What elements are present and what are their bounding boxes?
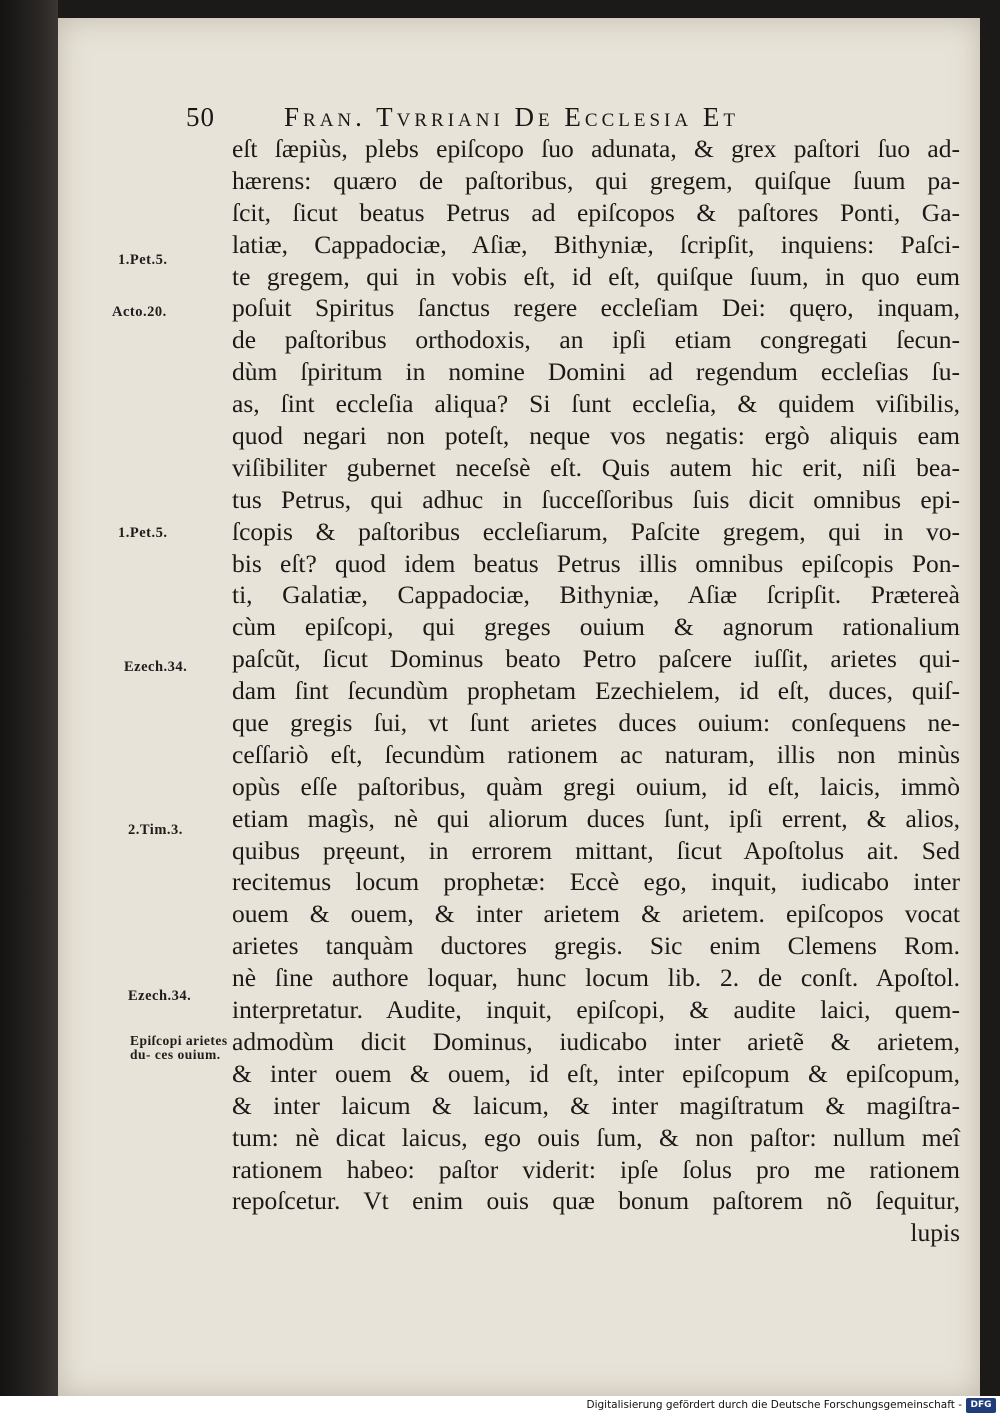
text-line: quibus pręeunt, in errorem mittant, ſicut Apoſtolus ait. Sed <box>232 835 960 865</box>
footer-credit: Digitalisierung gefördert durch die Deutsche Forschungsgemeinschaft - <box>586 1399 962 1411</box>
text-line: as, ſint eccleſia aliqua? Si ſunt eccleſia, & quidem viſibilis, <box>232 389 960 419</box>
text-line: opùs eſſe paſtoribus, quàm gregi ouium, id eſt, laicis, immò <box>232 771 960 801</box>
digitization-footer <box>0 1396 1000 1416</box>
dfg-logo: DFG <box>966 1398 996 1413</box>
text-line: poſuit Spiritus ſanctus regere eccleſiam Dei: quęro, inquam, <box>232 293 960 323</box>
text-line: tum: nè dicat laicus, ego ouis ſum, & non paſtor: nullum meî <box>232 1122 960 1152</box>
text-line: quod negari non poteſt, neque vos negatis: ergò aliquis eam <box>232 421 960 451</box>
text-line: tus Petrus, qui adhuc in ſucceſſoribus ſuis dicit omnibus epi- <box>232 484 960 514</box>
text-line: eſt ſæpiùs, plebs epiſcopo ſuo adunata, & grex paſtori ſuo ad- <box>232 134 960 163</box>
text-line: ſcit, ſicut beatus Petrus ad epiſcopos & paſtores Ponti, Ga- <box>232 197 960 227</box>
text-line: dùm ſpiritum in nomine Domini ad regendum eccleſias ſu- <box>232 357 960 387</box>
margin-note: Ezech.34. <box>124 659 188 675</box>
margin-note: 1.Pet.5. <box>118 525 168 541</box>
margin-note: 2.Tim.3. <box>128 822 183 838</box>
margin-note: Epiſcopi arietes du- ces ouium. <box>130 1033 228 1062</box>
text-line: rationem habeo: paſtor viderit: ipſe ſolus pro me rationem <box>232 1154 960 1184</box>
text-line: cùm epiſcopi, qui greges ouium & agnorum rationalium <box>232 612 960 642</box>
text-line: ceſſariò eſt, ſecundùm rationem ac naturam, illis non minùs <box>232 739 960 769</box>
text-line: etiam magìs, nè qui aliorum duces ſunt, ipſi errent, & alios, <box>232 803 960 833</box>
text-line: repoſcetur. Vt enim ouis quæ bonum paſtorem nõ ſequitur, <box>232 1186 960 1216</box>
text-line: dam ſint ſecundùm prophetam Ezechielem, id eſt, duces, quiſ- <box>232 676 960 706</box>
book-gutter <box>0 0 58 1396</box>
text-line: ſcopis & paſtoribus eccleſiarum, Paſcite gregem, qui in vo- <box>232 516 960 546</box>
margin-note: 1.Pet.5. <box>118 252 168 268</box>
text-line: ti, Galatiæ, Cappadociæ, Bithyniæ, Aſiæ ſcripſit. Prætereà <box>232 580 960 610</box>
text-line: bis eſt? quod idem beatus Petrus illis omnibus epiſcopis Pon- <box>232 548 960 578</box>
margin-note: Acto.20. <box>112 304 167 320</box>
text-line: recitemus locum prophetæ: Eccè ego, inquit, iudicabo inter <box>232 867 960 897</box>
text-line: arietes tanquàm ductores gregis. Sic enim Clemens Rom. <box>232 931 960 961</box>
text-line: & inter ouem & ouem, id eſt, inter epiſcopum & epiſcopum, <box>232 1058 960 1088</box>
text-line: te gregem, qui in vobis eſt, id eſt, quiſque ſuum, in quo eum <box>232 261 960 291</box>
text-line: ouem & ouem, & inter arietem & arietem. epiſcopos vocat <box>232 899 960 929</box>
text-line: nè ſine authore loquar, hunc locum lib. 2. de conſt. Apoſtol. <box>232 963 960 993</box>
text-line: admodùm dicit Dominus, iudicabo inter arietẽ & arietem, <box>232 1026 960 1056</box>
text-line: latiæ, Cappadociæ, Aſiæ, Bithyniæ, ſcripſit, inquiens: Paſci- <box>232 229 960 259</box>
margin-note: Ezech.34. <box>128 988 192 1004</box>
body-text <box>232 133 960 1249</box>
text-line: viſibiliter gubernet neceſsè eſt. Quis autem hic erit, niſi bea- <box>232 452 960 482</box>
catchword: lupis <box>910 1218 960 1248</box>
text-line: que gregis ſui, vt ſunt arietes duces ouium: conſequens ne- <box>232 708 960 738</box>
text-line: hærens: quæro de paſtoribus, qui gregem, quiſque ſuum pa- <box>232 165 960 195</box>
running-title: Fran. Tvrriani De Ecclesia Et <box>284 102 739 132</box>
page-number: 50 <box>186 102 215 132</box>
text-line: de paſtoribus orthodoxis, an ipſi etiam congregati ſecun- <box>232 325 960 355</box>
text-line: & inter laicum & laicum, & inter magiſtratum & magiſtra- <box>232 1090 960 1120</box>
text-line: paſcũt, ſicut Dominus beato Petro paſcere iuſſit, arietes qui- <box>232 644 960 674</box>
text-line: interpretatur. Audite, inquit, epiſcopi, & audite laici, quem- <box>232 995 960 1025</box>
